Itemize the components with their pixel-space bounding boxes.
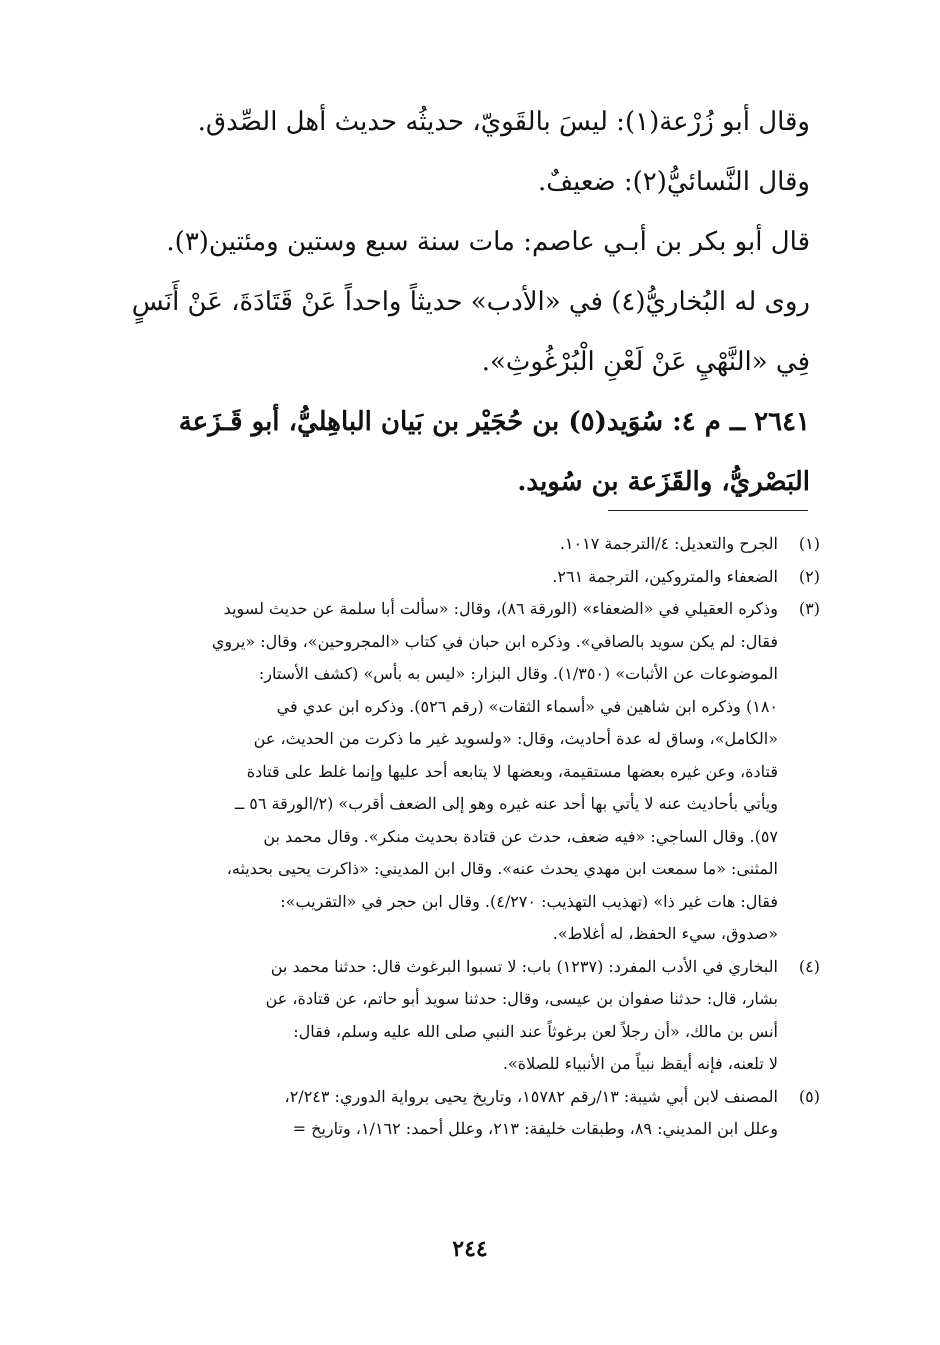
footnote-number: (١)	[798, 534, 820, 553]
footnote-line: قتادة، وعن غيره بعضها مستقيمة، وبعضها لا يتابعه أحد عليها وإنما غلط على قتادة	[246, 761, 778, 781]
footnote	[98, 593, 820, 951]
footnote	[98, 561, 820, 594]
footnote	[98, 951, 820, 1081]
footnote-line: فقال: هات غير ذا» (تهذيب التهذيب: ٤/٢٧٠). وقال ابن حجر في «التقريب»:	[280, 891, 778, 911]
footnote	[98, 1081, 820, 1146]
entry-heading: البَصْريُّ، والقَزَعة بن سُويد.	[517, 467, 810, 497]
main-text	[100, 92, 810, 512]
footnote-line: المصنف لابن أبي شيبة: ١٣/رقم ١٥٧٨٢، وتاريخ يحيى برواية الدوري: ٢/٢٤٣،	[284, 1086, 778, 1106]
main-line: وقال النَّسائيُّ(٢): ضعيفٌ.	[537, 167, 810, 197]
footnote-line: المثنى: «ما سمعت ابن مهدي يحدث عنه». وقال ابن المديني: «ذاكرت يحيى بحديثه،	[226, 859, 778, 878]
main-line: روى له البُخاريُّ(٤) في «الأدب» حديثاً واحداً عَنْ قَتَادَةَ، عَنْ أَنَسٍ	[131, 287, 810, 317]
footnote-line: «صدوق، سيء الحفظ، له أغلاط».	[552, 924, 778, 943]
footnote-line: فقال: لم يكن سويد بالصافي». وذكره ابن حبان في كتاب «المجروحين»، وقال: «يروي	[211, 631, 778, 651]
footnote-line: الجرح والتعديل: ٤/الترجمة ١٠١٧.	[559, 534, 778, 553]
footnote-number: (٣)	[798, 599, 820, 618]
footnote-line: البخاري في الأدب المفرد: (١٢٣٧) باب: لا تسبوا البرغوث قال: حدثنا محمد بن	[270, 956, 778, 976]
main-line: فِي «النَّهْيِ عَنْ لَعْنِ الْبُرْغُوثِ».	[481, 347, 810, 377]
footnote-line: وذكره العقيلي في «الضعفاء» (الورقة ٨٦)، وقال: «سألت أبا سلمة عن حديث لسويد	[223, 599, 778, 618]
entry-heading: ٢٦٤١ ــ م ٤: سُوَيد(٥) بن حُجَيْر بن بَيان الباهِليُّ، أبو قَـزَعة	[178, 407, 810, 437]
footnote-line: ٥٧). وقال الساجي: «فيه ضعف، حدث عن قتادة بحديث منكر». وقال محمد بن	[263, 826, 778, 846]
footnote	[98, 528, 820, 561]
page-number: ٢٤٤	[452, 1236, 488, 1262]
footnote-line: «الكامل»، وساق له عدة أحاديث، وقال: «ولسويد غير ما ذكرت من الحديث، عن	[253, 729, 778, 748]
footnote-line: ويأتي بأحاديث عنه لا يأتي بها أحد عنه غيره وهو إلى الضعف أقرب» (٢/الورقة ٥٦ ــ	[234, 794, 778, 813]
main-line: قال أبو بكر بن أبـي عاصم: مات سنة سبع وستين ومئتين(٣).	[166, 227, 810, 257]
footnote-line: لا تلعنه، فإنه أيقظ نبياً من الأنبياء للصلاة».	[502, 1054, 778, 1073]
footnote-separator	[608, 510, 808, 511]
footnote-line: الموضوعات عن الأثبات» (١/٣٥٠). وقال البزار: «ليس به بأس» (كشف الأستار:	[258, 664, 778, 683]
main-line: وقال أبو زُرْعة(١): ليسَ بالقَويّ، حديثُه حديث أهل الصِّدق.	[197, 107, 810, 137]
footnote-line: الضعفاء والمتروكين، الترجمة ٢٦١.	[552, 566, 778, 586]
footnote-line: ١٨٠) وذكره ابن شاهين في «أسماء الثقات» (رقم ٥٢٦). وذكره ابن عدي في	[276, 696, 778, 716]
footnote-number: (٢)	[798, 566, 820, 586]
footnotes	[98, 528, 820, 1146]
footnote-number: (٥)	[798, 1086, 820, 1106]
footnote-line: وعلل ابن المديني: ٨٩، وطبقات خليفة: ٢١٣، وعلل أحمد: ١/١٦٢، وتاريخ =	[292, 1119, 778, 1138]
footnote-number: (٤)	[798, 956, 820, 976]
footnote-line: بشار، قال: حدثنا صفوان بن عيسى، وقال: حدثنا سويد أبو حاتم، عن قتادة، عن	[265, 989, 778, 1008]
footnote-line: أنس بن مالك، «أن رجلاً لعن برغوثاً عند النبي صلى الله عليه وسلم، فقال:	[293, 1021, 778, 1041]
